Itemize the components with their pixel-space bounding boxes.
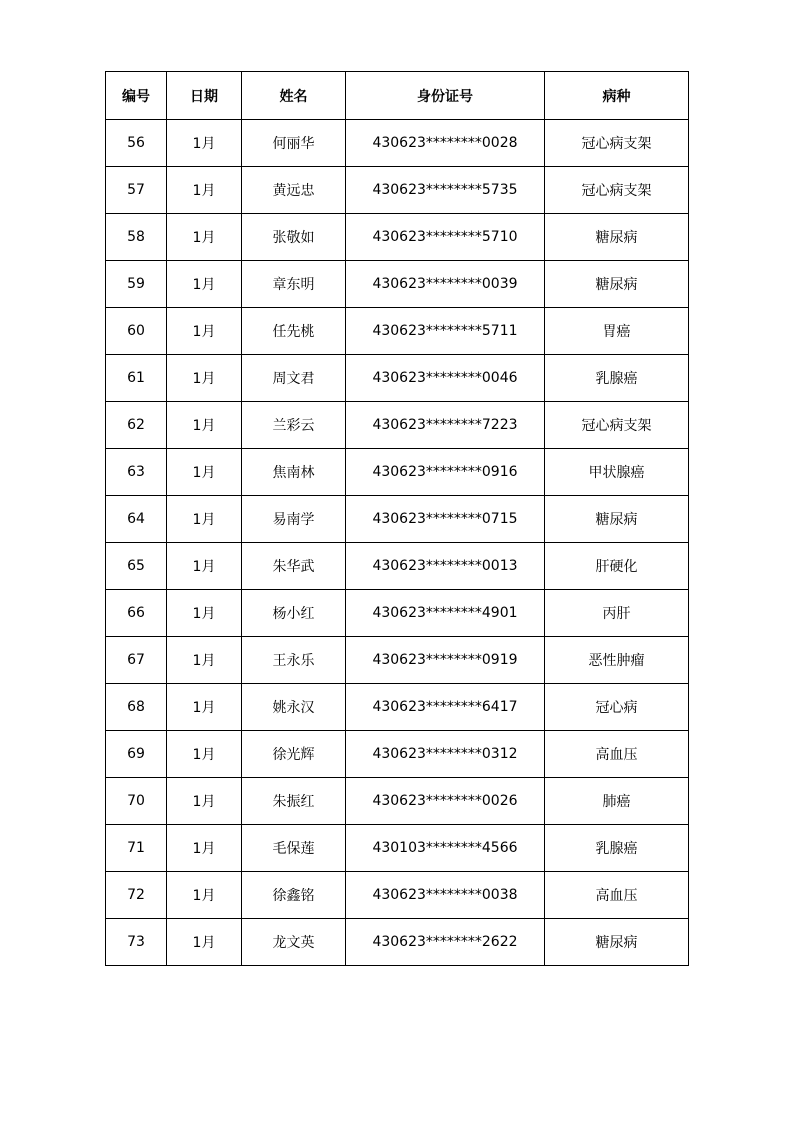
table-row [106,731,689,778]
cell-name: 焦南林 [242,449,346,496]
cell-name: 兰彩云 [242,402,346,449]
cell-id-number: 430623********0919 [346,637,545,684]
table-header-row [106,72,689,120]
cell-name: 徐鑫铭 [242,872,346,919]
cell-number: 62 [106,402,167,449]
cell-disease: 冠心病 [545,684,689,731]
cell-date: 1月 [167,496,242,543]
cell-number: 66 [106,590,167,637]
table-row [106,120,689,167]
table-row [106,590,689,637]
cell-id-number: 430623********0039 [346,261,545,308]
cell-number: 72 [106,872,167,919]
header-disease: 病种 [545,72,689,120]
cell-id-number: 430623********0026 [346,778,545,825]
cell-number: 58 [106,214,167,261]
cell-date: 1月 [167,214,242,261]
cell-id-number: 430623********0013 [346,543,545,590]
cell-date: 1月 [167,120,242,167]
cell-date: 1月 [167,590,242,637]
cell-date: 1月 [167,402,242,449]
cell-id-number: 430623********2622 [346,919,545,966]
cell-number: 61 [106,355,167,402]
table-row [106,543,689,590]
cell-id-number: 430623********0715 [346,496,545,543]
cell-name: 黄远忠 [242,167,346,214]
table-row [106,919,689,966]
cell-date: 1月 [167,825,242,872]
cell-id-number: 430623********0028 [346,120,545,167]
header-date: 日期 [167,72,242,120]
table-row [106,214,689,261]
cell-id-number: 430623********5735 [346,167,545,214]
cell-id-number: 430623********5711 [346,308,545,355]
cell-number: 60 [106,308,167,355]
cell-id-number: 430103********4566 [346,825,545,872]
table-row [106,778,689,825]
cell-date: 1月 [167,684,242,731]
table-row [106,308,689,355]
table-body [106,120,689,966]
cell-disease: 冠心病支架 [545,402,689,449]
cell-disease: 糖尿病 [545,261,689,308]
table-row [106,167,689,214]
cell-name: 徐光辉 [242,731,346,778]
cell-id-number: 430623********4901 [346,590,545,637]
header-name: 姓名 [242,72,346,120]
cell-disease: 糖尿病 [545,214,689,261]
header-number: 编号 [106,72,167,120]
table-row [106,402,689,449]
patient-table [105,71,689,966]
cell-id-number: 430623********0046 [346,355,545,402]
cell-number: 70 [106,778,167,825]
table-row [106,684,689,731]
cell-name: 周文君 [242,355,346,402]
cell-number: 57 [106,167,167,214]
cell-id-number: 430623********5710 [346,214,545,261]
cell-disease: 冠心病支架 [545,167,689,214]
cell-number: 63 [106,449,167,496]
cell-disease: 胃癌 [545,308,689,355]
cell-date: 1月 [167,919,242,966]
table-row [106,496,689,543]
cell-disease: 丙肝 [545,590,689,637]
cell-name: 杨小红 [242,590,346,637]
cell-date: 1月 [167,449,242,496]
cell-number: 56 [106,120,167,167]
cell-disease: 糖尿病 [545,919,689,966]
cell-id-number: 430623********7223 [346,402,545,449]
cell-name: 朱华武 [242,543,346,590]
cell-disease: 高血压 [545,872,689,919]
cell-disease: 肝硬化 [545,543,689,590]
cell-date: 1月 [167,308,242,355]
cell-id-number: 430623********0312 [346,731,545,778]
cell-number: 65 [106,543,167,590]
cell-number: 71 [106,825,167,872]
cell-disease: 糖尿病 [545,496,689,543]
table-row [106,449,689,496]
cell-name: 姚永汉 [242,684,346,731]
table-row [106,261,689,308]
cell-name: 龙文英 [242,919,346,966]
cell-number: 73 [106,919,167,966]
cell-date: 1月 [167,872,242,919]
cell-id-number: 430623********6417 [346,684,545,731]
cell-disease: 高血压 [545,731,689,778]
cell-name: 王永乐 [242,637,346,684]
cell-disease: 乳腺癌 [545,355,689,402]
header-id-number: 身份证号 [346,72,545,120]
cell-date: 1月 [167,355,242,402]
table-row [106,355,689,402]
table-row [106,872,689,919]
cell-name: 朱振红 [242,778,346,825]
cell-name: 任先桃 [242,308,346,355]
cell-name: 章东明 [242,261,346,308]
cell-number: 64 [106,496,167,543]
cell-date: 1月 [167,167,242,214]
cell-date: 1月 [167,637,242,684]
cell-name: 张敬如 [242,214,346,261]
table-row [106,825,689,872]
cell-date: 1月 [167,731,242,778]
cell-name: 何丽华 [242,120,346,167]
cell-number: 69 [106,731,167,778]
table-row [106,637,689,684]
cell-id-number: 430623********0038 [346,872,545,919]
cell-name: 毛保莲 [242,825,346,872]
cell-number: 68 [106,684,167,731]
cell-disease: 肺癌 [545,778,689,825]
cell-date: 1月 [167,778,242,825]
cell-disease: 恶性肿瘤 [545,637,689,684]
cell-disease: 冠心病支架 [545,120,689,167]
cell-number: 67 [106,637,167,684]
cell-id-number: 430623********0916 [346,449,545,496]
cell-disease: 乳腺癌 [545,825,689,872]
cell-name: 易南学 [242,496,346,543]
cell-disease: 甲状腺癌 [545,449,689,496]
cell-date: 1月 [167,543,242,590]
cell-number: 59 [106,261,167,308]
cell-date: 1月 [167,261,242,308]
